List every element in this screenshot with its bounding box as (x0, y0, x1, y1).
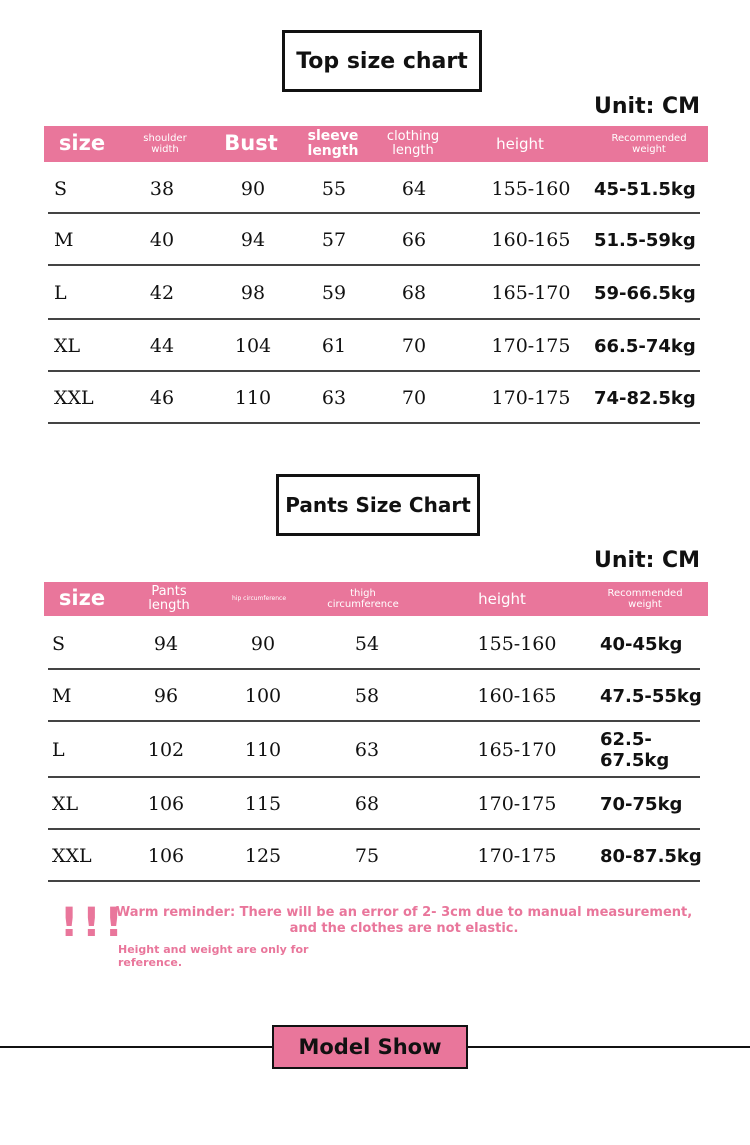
pants-unit-label: Unit: CM (594, 548, 701, 573)
top-cell-bust: 98 (240, 282, 266, 304)
top-cell-height: 155-160 (491, 178, 571, 200)
top-table-row (48, 214, 700, 266)
pants-header-hip-circumference: hip circumference (231, 594, 287, 602)
pants-cell-thigh-circumference: 68 (354, 793, 380, 815)
pants-cell-pants-length: 106 (147, 793, 185, 815)
pants-table-row (48, 778, 700, 830)
top-cell-size: S (54, 178, 68, 200)
top-cell-recommended-weight: 74-82.5kg (594, 387, 696, 409)
top-header-bust: Bust (224, 131, 278, 156)
pants-cell-recommended-weight: 40-45kg (600, 633, 683, 655)
top-cell-recommended-weight: 45-51.5kg (594, 178, 696, 200)
pants-table-row (48, 722, 700, 778)
top-cell-size: XL (54, 335, 81, 357)
pants-cell-size: XXL (52, 845, 92, 867)
top-cell-height: 165-170 (491, 282, 571, 304)
top-header-recommended-weight: Recommended weight (611, 133, 687, 155)
pants-cell-height: 165-170 (477, 739, 557, 761)
pants-cell-height: 170-175 (477, 845, 557, 867)
top-cell-clothing-length: 70 (401, 335, 427, 357)
reference-note: Height and weight are only for reference. (118, 943, 309, 970)
top-table-row (48, 164, 700, 214)
top-table-header (44, 126, 708, 162)
top-unit-label: Unit: CM (594, 94, 701, 119)
model-show-banner: Model Show (272, 1025, 468, 1069)
top-header-shoulder-width: shoulder width (143, 133, 187, 155)
top-cell-size: L (54, 282, 67, 304)
top-header-sleeve-length: sleeve length (307, 127, 359, 159)
top-cell-clothing-length: 68 (401, 282, 427, 304)
pants-cell-recommended-weight: 62.5-67.5kg (600, 729, 670, 771)
top-cell-bust: 94 (240, 229, 266, 251)
pants-cell-size: M (52, 685, 72, 707)
top-cell-bust: 104 (234, 335, 272, 357)
top-cell-size: XXL (54, 387, 94, 409)
top-cell-bust: 110 (234, 387, 272, 409)
top-cell-sleeve-length: 63 (321, 387, 347, 409)
pants-cell-pants-length: 102 (147, 739, 185, 761)
model-show-divider-left (0, 1046, 272, 1048)
pants-cell-size: L (52, 739, 65, 761)
top-cell-height: 160-165 (491, 229, 571, 251)
top-cell-clothing-length: 64 (401, 178, 427, 200)
pants-header-size: size (58, 586, 106, 611)
top-cell-height: 170-175 (491, 335, 571, 357)
top-table-row (48, 372, 700, 424)
pants-cell-recommended-weight: 47.5-55kg (600, 685, 702, 707)
top-cell-size: M (54, 229, 74, 251)
top-cell-recommended-weight: 59-66.5kg (594, 282, 696, 304)
top-cell-sleeve-length: 61 (321, 335, 347, 357)
pants-cell-size: S (52, 633, 66, 655)
warning-exclamation-icon: !!! (60, 900, 127, 946)
top-row-divider (48, 422, 700, 424)
pants-header-recommended-weight: Recommended weight (607, 588, 683, 610)
top-chart-title: Top size chart (282, 30, 482, 92)
pants-cell-recommended-weight: 80-87.5kg (600, 845, 702, 867)
pants-table-row (48, 670, 700, 722)
top-cell-recommended-weight: 51.5-59kg (594, 229, 696, 251)
model-show-divider-right (468, 1046, 750, 1048)
pants-cell-pants-length: 94 (153, 633, 179, 655)
pants-cell-thigh-circumference: 75 (354, 845, 380, 867)
pants-cell-hip-circumference: 100 (244, 685, 282, 707)
pants-header-thigh-circumference: thigh circumference (327, 588, 399, 610)
pants-row-divider (48, 880, 700, 882)
top-cell-clothing-length: 66 (401, 229, 427, 251)
pants-table-row (48, 618, 700, 670)
top-table-row (48, 320, 700, 372)
top-cell-height: 170-175 (491, 387, 571, 409)
pants-header-height: height (478, 589, 526, 608)
pants-cell-thigh-circumference: 63 (354, 739, 380, 761)
top-cell-sleeve-length: 55 (321, 178, 347, 200)
top-cell-shoulder-width: 40 (149, 229, 175, 251)
pants-cell-height: 170-175 (477, 793, 557, 815)
top-cell-bust: 90 (240, 178, 266, 200)
pants-cell-hip-circumference: 115 (244, 793, 282, 815)
top-cell-shoulder-width: 44 (149, 335, 175, 357)
pants-cell-hip-circumference: 110 (244, 739, 282, 761)
top-cell-shoulder-width: 38 (149, 178, 175, 200)
pants-cell-hip-circumference: 90 (250, 633, 276, 655)
pants-cell-height: 160-165 (477, 685, 557, 707)
top-cell-clothing-length: 70 (401, 387, 427, 409)
top-cell-shoulder-width: 46 (149, 387, 175, 409)
top-header-size: size (58, 131, 106, 156)
warm-reminder-text: Warm reminder: There will be an error of 2- 3cm due to manual measurement, and the clothes are not elastic. (115, 905, 693, 937)
pants-cell-thigh-circumference: 58 (354, 685, 380, 707)
pants-cell-height: 155-160 (477, 633, 557, 655)
top-header-height: height (496, 134, 544, 153)
top-cell-recommended-weight: 66.5-74kg (594, 335, 696, 357)
top-cell-sleeve-length: 57 (321, 229, 347, 251)
pants-table-row (48, 830, 700, 882)
pants-cell-recommended-weight: 70-75kg (600, 793, 683, 815)
top-table-row (48, 266, 700, 320)
top-cell-shoulder-width: 42 (149, 282, 175, 304)
pants-cell-hip-circumference: 125 (244, 845, 282, 867)
pants-cell-size: XL (52, 793, 79, 815)
pants-cell-thigh-circumference: 54 (354, 633, 380, 655)
pants-cell-pants-length: 96 (153, 685, 179, 707)
top-cell-sleeve-length: 59 (321, 282, 347, 304)
pants-header-pants-length: Pants length (148, 583, 190, 613)
pants-table-header (44, 582, 708, 616)
top-header-clothing-length: clothing length (386, 128, 440, 158)
pants-cell-pants-length: 106 (147, 845, 185, 867)
pants-chart-title: Pants Size Chart (276, 474, 480, 536)
